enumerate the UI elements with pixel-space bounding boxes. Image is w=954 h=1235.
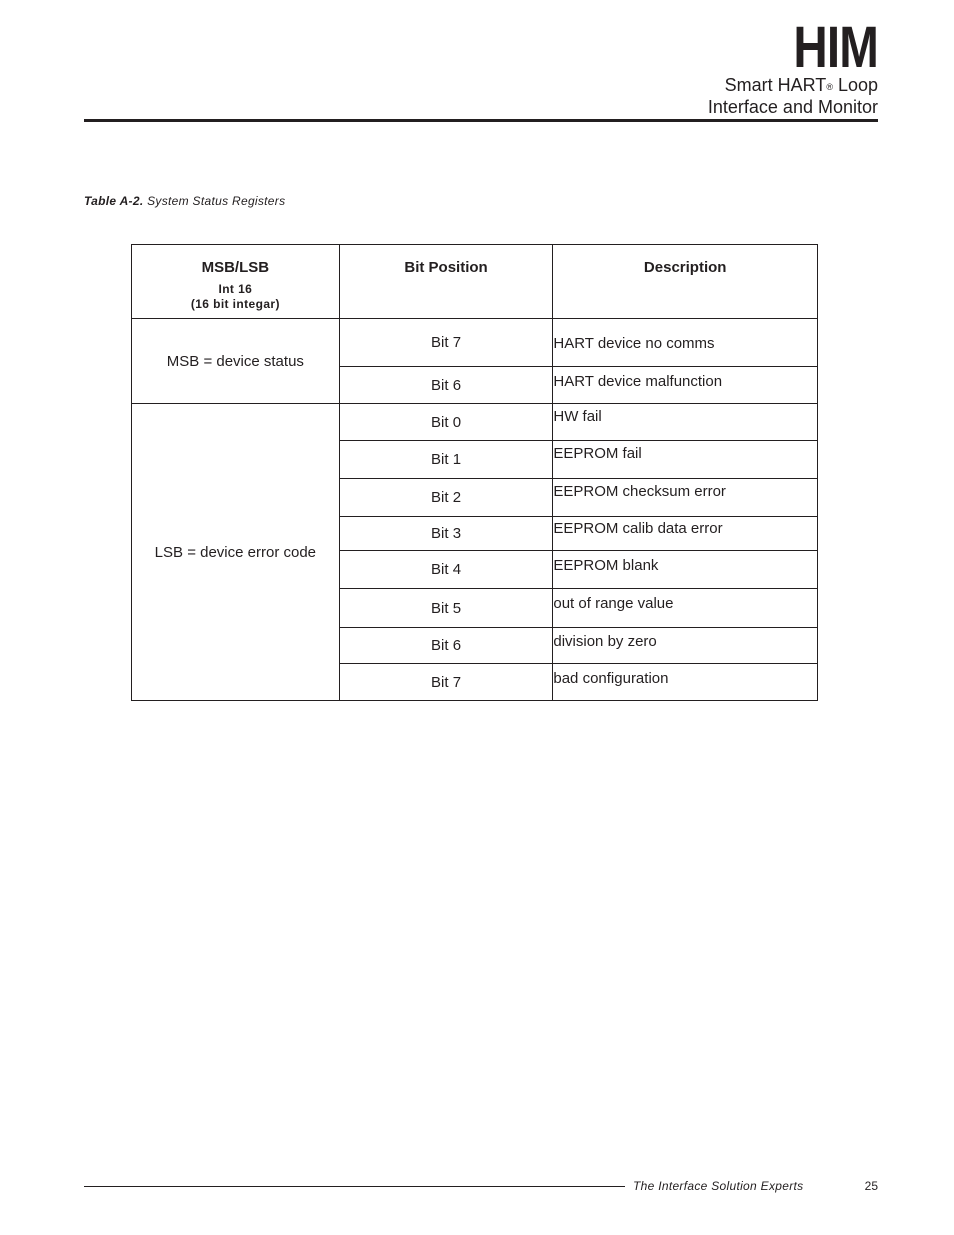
description-cell: HART device no comms [553,319,818,367]
bit-cell: Bit 6 [339,367,553,404]
bit-cell: Bit 1 [339,441,553,479]
header-msb-lsb [132,245,340,319]
description-cell: EEPROM blank [553,551,818,589]
bit-cell: Bit 4 [339,551,553,589]
description-cell: out of range value [553,589,818,628]
header-sub-int16: Int 16 [218,282,253,296]
header-divider [84,119,878,122]
description-cell: HART device malfunction [553,367,818,404]
table-header-row [132,245,818,319]
header-sub-16bit: (16 bit integar) [190,297,280,311]
msb-group-cell: MSB = device status [132,319,340,404]
header-bit-position: Bit Position [339,245,553,319]
table-caption-text: System Status Registers [143,194,286,208]
him-logo: HIM [793,15,878,80]
system-status-table [131,244,818,701]
description-cell: HW fail [553,404,818,441]
header-msb-lsb-sub [132,282,339,312]
document-header [707,15,878,118]
header-msb-lsb-title: MSB/LSB [201,259,270,276]
bit-cell: Bit 3 [339,517,553,551]
bit-cell: Bit 5 [339,589,553,628]
product-title-suffix: Loop [832,75,878,95]
table-row [132,404,818,441]
product-title-line2: Interface and Monitor [707,97,878,117]
product-title-prefix: Smart HART [724,75,827,95]
description-cell: division by zero [553,628,818,664]
description-cell: bad configuration [553,664,818,701]
footer-divider [84,1186,625,1187]
bit-cell: Bit 7 [339,664,553,701]
header-description: Description [553,245,818,319]
description-cell: EEPROM checksum error [553,479,818,517]
page-number: 25 [864,1179,878,1193]
table-caption [84,194,285,208]
table-row [132,319,818,367]
description-cell: EEPROM fail [553,441,818,479]
registered-mark: ® [826,82,833,92]
footer-tagline: The Interface Solution Experts [633,1179,804,1193]
bit-cell: Bit 2 [339,479,553,517]
description-cell: EEPROM calib data error [553,517,818,551]
bit-cell: Bit 6 [339,628,553,664]
bit-cell: Bit 0 [339,404,553,441]
table-caption-label: Table A-2. [84,194,144,208]
bit-cell: Bit 7 [339,319,553,367]
lsb-group-cell: LSB = device error code [132,404,340,701]
